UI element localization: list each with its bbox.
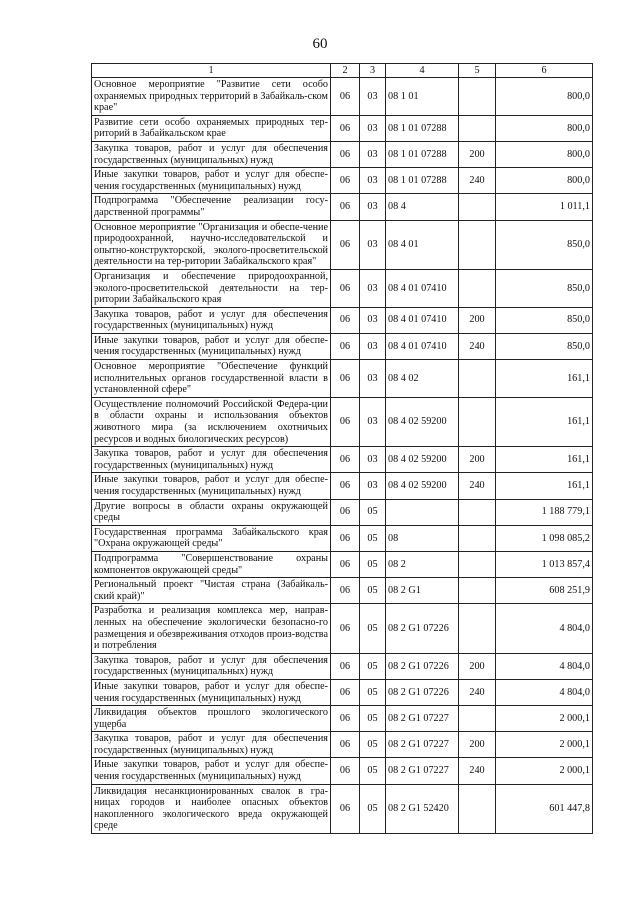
row-expense-type-cell (459, 578, 496, 604)
row-subsection-cell: 03 (360, 141, 386, 167)
row-subsection-cell: 03 (360, 397, 386, 446)
table-row (92, 307, 593, 333)
row-subsection-cell: 03 (360, 194, 386, 220)
header-cell: 3 (360, 64, 386, 78)
row-name-cell: Иные закупки товаров, работ и услуг для обеспе-чения государственных (муниципальных) нужд (92, 168, 331, 194)
row-subsection-cell: 05 (360, 578, 386, 604)
row-target-article-cell: 08 2 G1 07226 (386, 653, 459, 679)
row-section-cell: 06 (331, 168, 360, 194)
row-expense-type-cell: 240 (459, 333, 496, 359)
table-row (92, 499, 593, 525)
row-subsection-cell: 03 (360, 78, 386, 116)
row-name-cell: Государственная программа Забайкальского края "Охрана окружающей среды" (92, 525, 331, 551)
row-target-article-cell: 08 1 01 07288 (386, 115, 459, 141)
row-subsection-cell: 05 (360, 784, 386, 833)
row-target-article-cell (386, 499, 459, 525)
row-amount-cell: 4 804,0 (496, 604, 593, 653)
row-amount-cell: 161,1 (496, 360, 593, 398)
row-name-cell: Основное мероприятие "Организация и обеспе-чение природоохранной, научно-исследовательской и опытно-конструкторской, эколого-просветительской деятельности на тер-ритории Забайкальского края" (92, 220, 331, 269)
row-expense-type-cell (459, 115, 496, 141)
row-expense-type-cell: 200 (459, 141, 496, 167)
row-name-cell: Подпрограмма "Совершенствование охраны компонентов окружающей среды" (92, 551, 331, 577)
row-name-cell: Закупка товаров, работ и услуг для обеспечения государственных (муниципальных) нужд (92, 653, 331, 679)
row-expense-type-cell (459, 78, 496, 116)
row-amount-cell: 800,0 (496, 141, 593, 167)
row-amount-cell: 1 188 779,1 (496, 499, 593, 525)
row-subsection-cell: 03 (360, 115, 386, 141)
row-amount-cell: 800,0 (496, 115, 593, 141)
row-section-cell: 06 (331, 141, 360, 167)
row-expense-type-cell (459, 499, 496, 525)
table-row (92, 473, 593, 499)
row-expense-type-cell (459, 194, 496, 220)
row-name-cell: Закупка товаров, работ и услуг для обеспечения государственных (муниципальных) нужд (92, 307, 331, 333)
row-amount-cell: 4 804,0 (496, 679, 593, 705)
table-row (92, 653, 593, 679)
row-section-cell: 06 (331, 499, 360, 525)
table-row (92, 525, 593, 551)
table-row (92, 732, 593, 758)
header-cell: 1 (92, 64, 331, 78)
row-section-cell: 06 (331, 360, 360, 398)
row-subsection-cell: 03 (360, 333, 386, 359)
row-target-article-cell: 08 2 G1 07227 (386, 732, 459, 758)
header-cell: 6 (496, 64, 593, 78)
table-row (92, 758, 593, 784)
row-section-cell: 06 (331, 653, 360, 679)
row-amount-cell: 1 098 085,2 (496, 525, 593, 551)
row-amount-cell: 800,0 (496, 78, 593, 116)
row-amount-cell: 850,0 (496, 220, 593, 269)
row-target-article-cell: 08 2 G1 07227 (386, 706, 459, 732)
row-subsection-cell: 03 (360, 473, 386, 499)
row-name-cell: Иные закупки товаров, работ и услуг для обеспе-чения государственных (муниципальных) нужд (92, 473, 331, 499)
row-section-cell: 06 (331, 578, 360, 604)
row-target-article-cell: 08 4 02 (386, 360, 459, 398)
row-target-article-cell: 08 4 02 59200 (386, 473, 459, 499)
table-row (92, 269, 593, 307)
row-name-cell: Ликвидация объектов прошлого экологического ущерба (92, 706, 331, 732)
row-subsection-cell: 05 (360, 706, 386, 732)
header-row (92, 64, 593, 78)
row-subsection-cell: 03 (360, 360, 386, 398)
row-subsection-cell: 03 (360, 307, 386, 333)
row-name-cell: Закупка товаров, работ и услуг для обеспечения государственных (муниципальных) нужд (92, 732, 331, 758)
row-target-article-cell: 08 1 01 07288 (386, 141, 459, 167)
table-row (92, 78, 593, 116)
row-target-article-cell: 08 4 01 07410 (386, 269, 459, 307)
row-target-article-cell: 08 2 (386, 551, 459, 577)
row-section-cell: 06 (331, 784, 360, 833)
budget-table (91, 63, 593, 834)
row-expense-type-cell: 240 (459, 758, 496, 784)
row-amount-cell: 1 011,1 (496, 194, 593, 220)
row-amount-cell: 4 804,0 (496, 653, 593, 679)
row-amount-cell: 850,0 (496, 269, 593, 307)
row-name-cell: Региональный проект "Чистая страна (Забайкаль-ский край)" (92, 578, 331, 604)
row-name-cell: Подпрограмма "Обеспечение реализации госу-дарственной программы" (92, 194, 331, 220)
table-row (92, 141, 593, 167)
row-target-article-cell: 08 4 02 59200 (386, 397, 459, 446)
row-target-article-cell: 08 1 01 07288 (386, 168, 459, 194)
row-subsection-cell: 05 (360, 758, 386, 784)
table-row (92, 784, 593, 833)
row-name-cell: Иные закупки товаров, работ и услуг для обеспе-чения государственных (муниципальных) нужд (92, 679, 331, 705)
row-section-cell: 06 (331, 679, 360, 705)
row-name-cell: Основное мероприятие "Развитие сети особо охраняемых природных территорий в Забайкаль-ском крае" (92, 78, 331, 116)
table-row (92, 578, 593, 604)
row-target-article-cell: 08 2 G1 (386, 578, 459, 604)
row-section-cell: 06 (331, 473, 360, 499)
row-section-cell: 06 (331, 78, 360, 116)
row-amount-cell: 161,1 (496, 473, 593, 499)
row-name-cell: Закупка товаров, работ и услуг для обеспечения государственных (муниципальных) нужд (92, 141, 331, 167)
header-cell: 2 (331, 64, 360, 78)
row-section-cell: 06 (331, 551, 360, 577)
row-expense-type-cell (459, 269, 496, 307)
row-amount-cell: 2 000,1 (496, 706, 593, 732)
row-target-article-cell: 08 4 01 (386, 220, 459, 269)
row-name-cell: Организация и обеспечение природоохранной, эколого-просветительской деятельности на тер-ритории Забайкальского края (92, 269, 331, 307)
table-row (92, 447, 593, 473)
row-subsection-cell: 03 (360, 269, 386, 307)
header-cell: 5 (459, 64, 496, 78)
row-section-cell: 06 (331, 447, 360, 473)
row-expense-type-cell: 240 (459, 168, 496, 194)
row-name-cell: Разработка и реализация комплекса мер, направ-ленных на обеспечение экологически безопасно-го размещения и обезвреживания отходов произ-водства и потребления (92, 604, 331, 653)
row-section-cell: 06 (331, 604, 360, 653)
row-amount-cell: 2 000,1 (496, 732, 593, 758)
table-row (92, 115, 593, 141)
row-subsection-cell: 05 (360, 551, 386, 577)
row-amount-cell: 601 447,8 (496, 784, 593, 833)
row-name-cell: Иные закупки товаров, работ и услуг для обеспе-чения государственных (муниципальных) нужд (92, 333, 331, 359)
row-expense-type-cell: 200 (459, 732, 496, 758)
row-expense-type-cell: 240 (459, 473, 496, 499)
row-name-cell: Развитие сети особо охраняемых природных тер-риторий в Забайкальском крае (92, 115, 331, 141)
row-target-article-cell: 08 2 G1 07227 (386, 758, 459, 784)
row-section-cell: 06 (331, 397, 360, 446)
row-target-article-cell: 08 (386, 525, 459, 551)
row-subsection-cell: 03 (360, 168, 386, 194)
table-row (92, 679, 593, 705)
row-section-cell: 06 (331, 307, 360, 333)
row-section-cell: 06 (331, 732, 360, 758)
table-row (92, 551, 593, 577)
row-section-cell: 06 (331, 333, 360, 359)
row-target-article-cell: 08 2 G1 52420 (386, 784, 459, 833)
row-name-cell: Основное мероприятие "Обеспечение функций исполнительных органов государственной власти в установленной сфере" (92, 360, 331, 398)
row-expense-type-cell (459, 784, 496, 833)
row-name-cell: Другие вопросы в области охраны окружающей среды (92, 499, 331, 525)
row-subsection-cell: 05 (360, 732, 386, 758)
row-target-article-cell: 08 2 G1 07226 (386, 604, 459, 653)
row-amount-cell: 850,0 (496, 333, 593, 359)
row-expense-type-cell (459, 551, 496, 577)
row-amount-cell: 161,1 (496, 447, 593, 473)
row-expense-type-cell: 200 (459, 653, 496, 679)
row-expense-type-cell (459, 706, 496, 732)
row-expense-type-cell: 200 (459, 447, 496, 473)
row-subsection-cell: 03 (360, 220, 386, 269)
row-subsection-cell: 05 (360, 604, 386, 653)
row-target-article-cell: 08 4 02 59200 (386, 447, 459, 473)
header-cell: 4 (386, 64, 459, 78)
row-subsection-cell: 05 (360, 679, 386, 705)
row-target-article-cell: 08 4 01 07410 (386, 307, 459, 333)
row-amount-cell: 161,1 (496, 397, 593, 446)
table-row (92, 333, 593, 359)
row-name-cell: Ликвидация несанкционированных свалок в гра-ницах городов и наиболее опасных объектов накопленного экологического вреда окружающей среде (92, 784, 331, 833)
row-amount-cell: 850,0 (496, 307, 593, 333)
row-section-cell: 06 (331, 706, 360, 732)
row-section-cell: 06 (331, 525, 360, 551)
page-number: 60 (312, 36, 328, 52)
row-expense-type-cell (459, 220, 496, 269)
table-row (92, 220, 593, 269)
row-target-article-cell: 08 4 01 07410 (386, 333, 459, 359)
row-amount-cell: 800,0 (496, 168, 593, 194)
table-row (92, 604, 593, 653)
row-subsection-cell: 05 (360, 525, 386, 551)
row-section-cell: 06 (331, 220, 360, 269)
row-name-cell: Закупка товаров, работ и услуг для обеспечения государственных (муниципальных) нужд (92, 447, 331, 473)
row-section-cell: 06 (331, 194, 360, 220)
row-expense-type-cell: 240 (459, 679, 496, 705)
table-row (92, 397, 593, 446)
row-subsection-cell: 05 (360, 653, 386, 679)
row-amount-cell: 608 251,9 (496, 578, 593, 604)
row-target-article-cell: 08 2 G1 07226 (386, 679, 459, 705)
row-target-article-cell: 08 4 (386, 194, 459, 220)
row-expense-type-cell (459, 525, 496, 551)
row-name-cell: Иные закупки товаров, работ и услуг для обеспе-чения государственных (муниципальных) нужд (92, 758, 331, 784)
row-amount-cell: 2 000,1 (496, 758, 593, 784)
row-section-cell: 06 (331, 269, 360, 307)
row-expense-type-cell (459, 397, 496, 446)
table-row (92, 360, 593, 398)
row-subsection-cell: 03 (360, 447, 386, 473)
row-expense-type-cell (459, 604, 496, 653)
table-row (92, 194, 593, 220)
row-expense-type-cell (459, 360, 496, 398)
row-amount-cell: 1 013 857,4 (496, 551, 593, 577)
table-row (92, 706, 593, 732)
row-subsection-cell: 05 (360, 499, 386, 525)
table-row (92, 168, 593, 194)
row-section-cell: 06 (331, 758, 360, 784)
row-section-cell: 06 (331, 115, 360, 141)
row-expense-type-cell: 200 (459, 307, 496, 333)
row-target-article-cell: 08 1 01 (386, 78, 459, 116)
row-name-cell: Осуществление полномочий Российской Федера-ции в области охраны и использования объектов животного мира (за исключением охотничьих ресурсов и водных биологических ресурсов) (92, 397, 331, 446)
